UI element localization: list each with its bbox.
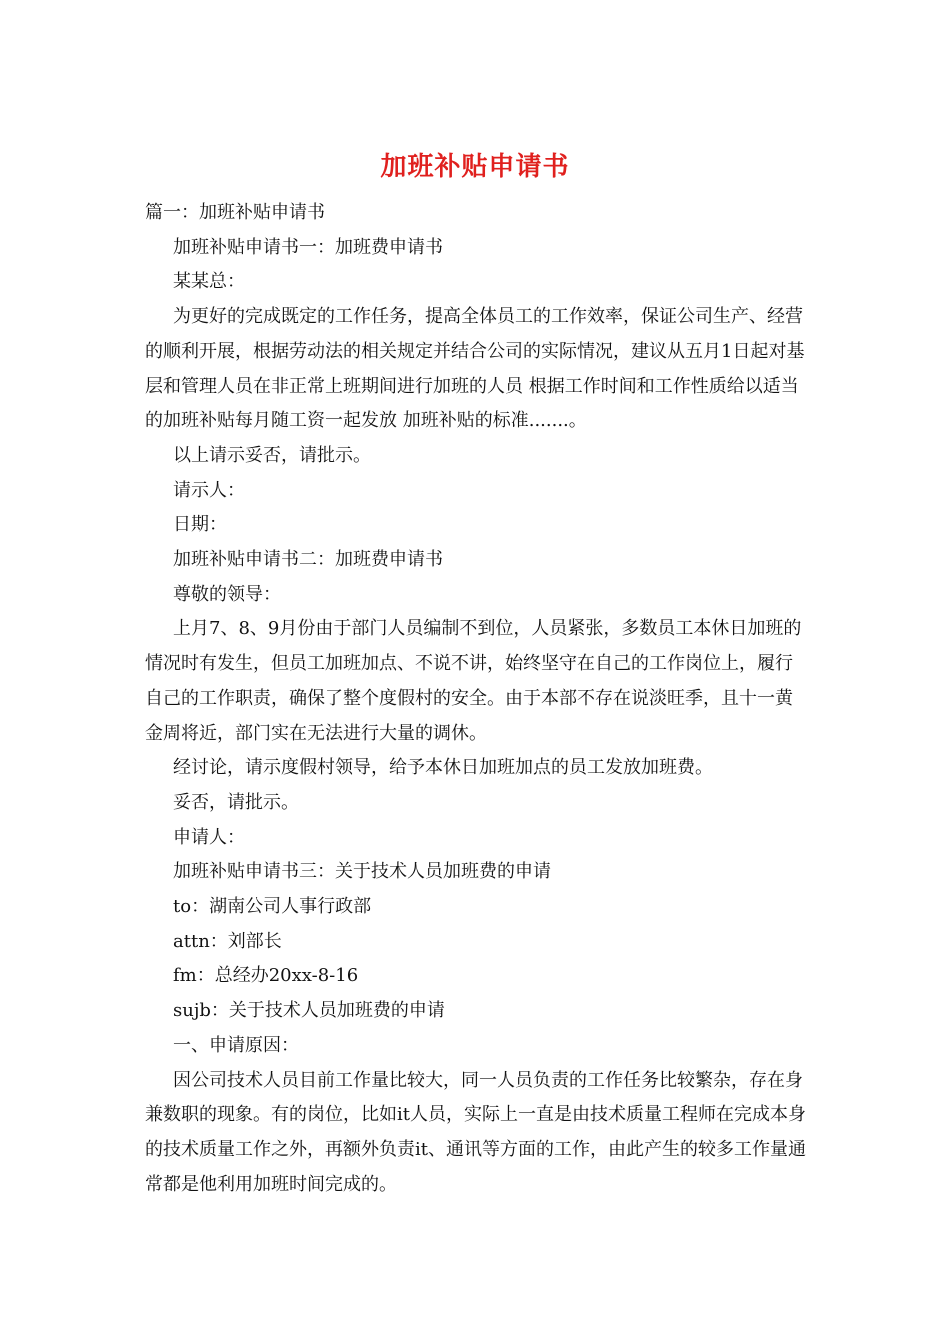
closing-line: 妥否，请批示。 bbox=[173, 791, 299, 813]
body-paragraph: 为更好的完成既定的工作任务，提高全体员工的工作效率，保证公司生产、经营的顺利开展，根据劳动法的相关规定并结合公司的实际情况，建议从五月1日起对基层和管理人员在非正常上班期间进行加班的人员 根据工作时间和工作性质给以适当的加班补贴每月随工资一起发放 加班补贴的标准.......。 bbox=[145, 306, 805, 432]
document-body bbox=[145, 196, 810, 1202]
subsection-heading: 加班补贴申请书一：加班费申请书 bbox=[173, 236, 443, 258]
date-line: 日期： bbox=[173, 514, 227, 536]
closing-line: 以上请示妥否，请批示。 bbox=[173, 444, 371, 466]
document-title: 加班补贴申请书 bbox=[380, 152, 570, 182]
memo-from-line: fm：总经办20xx-8-16 bbox=[173, 965, 359, 987]
memo-attn-line: attn：刘部长 bbox=[173, 930, 282, 952]
section-heading: 篇一：加班补贴申请书 bbox=[145, 202, 325, 223]
signature-line: 申请人： bbox=[173, 826, 245, 848]
body-paragraph: 经讨论，请示度假村领导，给予本休日加班加点的员工发放加班费。 bbox=[173, 757, 713, 779]
subsection-heading: 加班补贴申请书三：关于技术人员加班费的申请 bbox=[173, 861, 551, 883]
body-paragraph: 上月7、8、9月份由于部门人员编制不到位，人员紧张，多数员工本休日加班的情况时有发生，但员工加班加点、不说不讲，始终坚守在自己的工作岗位上，履行自己的工作职责，确保了整个度假村的安全。由于本部不存在说淡旺季，且十一黄金周将近，部门实在无法进行大量的调休。 bbox=[145, 618, 802, 744]
signature-line: 请示人： bbox=[173, 479, 245, 501]
memo-subject-line: sujb：关于技术人员加班费的申请 bbox=[173, 1000, 445, 1022]
memo-to-line: to：湖南公司人事行政部 bbox=[173, 896, 372, 918]
body-paragraph: 因公司技术人员目前工作量比较大，同一人员负责的工作任务比较繁杂，存在身兼数职的现象。有的岗位，比如it人员，实际上一直是由技术质量工程师在完成本身的技术质量工作之外，再额外负责it、通讯等方面的工作，由此产生的较多工作量通常都是他利用加班时间完成的。 bbox=[145, 1069, 806, 1195]
list-heading: 一、申请原因： bbox=[173, 1034, 299, 1056]
salutation: 某某总： bbox=[173, 271, 245, 293]
salutation: 尊敬的领导： bbox=[173, 583, 281, 605]
subsection-heading: 加班补贴申请书二：加班费申请书 bbox=[173, 549, 443, 571]
